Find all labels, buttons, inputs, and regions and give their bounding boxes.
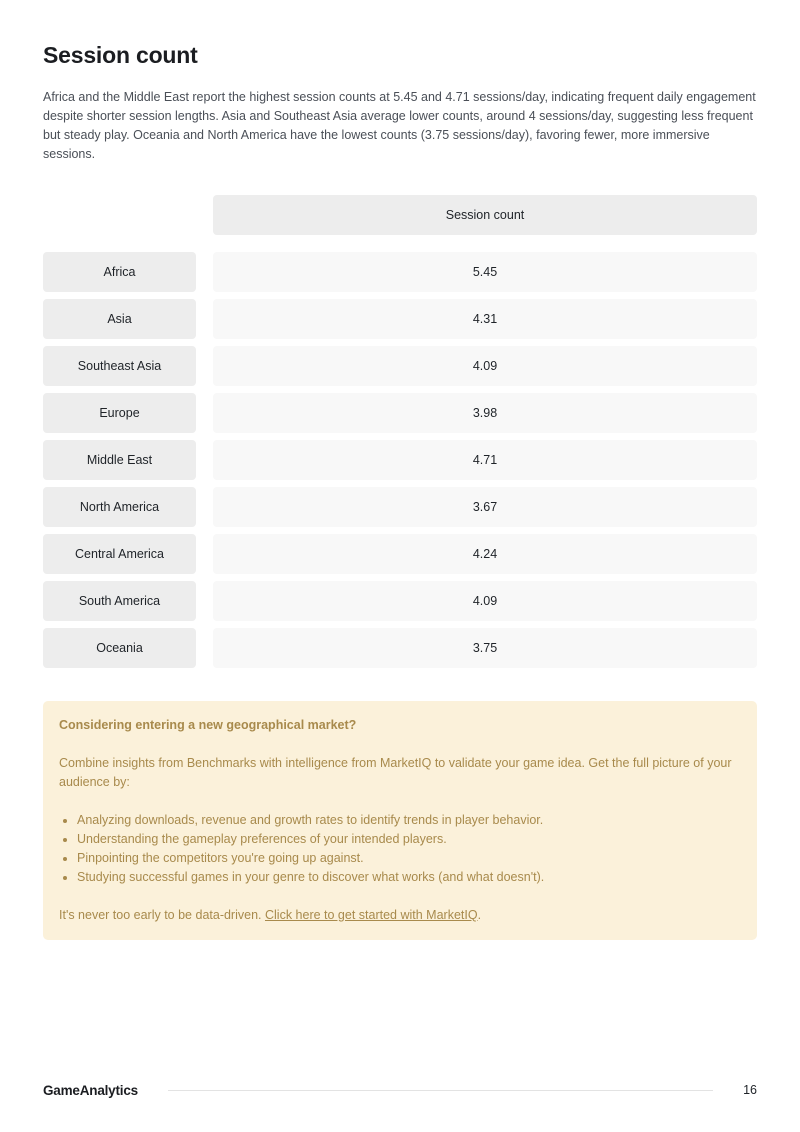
session-count-value: 3.75	[213, 628, 757, 668]
intro-paragraph: Africa and the Middle East report the highest session counts at 5.45 and 4.71 sessions/day, indicating frequent daily engagement despite shorter session lengths. Asia and Southeast Asia average lower counts, around 4 sessions/day, suggesting less frequent but steady play. Oceania and North America have the lowest counts (3.75 sessions/day), favoring fewer, more immersive sessions.	[43, 90, 756, 161]
session-count-value: 4.71	[213, 440, 757, 480]
table-row	[43, 534, 757, 574]
footer-divider	[168, 1090, 713, 1091]
region-label: South America	[43, 581, 196, 621]
table-row	[43, 346, 757, 386]
page-footer	[43, 1080, 757, 1100]
list-item: • Understanding the gameplay preferences of your intended players.	[77, 830, 741, 849]
table-row	[43, 628, 757, 668]
session-count-value: 3.67	[213, 487, 757, 527]
table-row	[43, 440, 757, 480]
region-label: Central America	[43, 534, 196, 574]
callout-heading: Considering entering a new geographical market?	[59, 718, 357, 732]
marketiq-link[interactable]: Click here to get started with MarketIQ	[264, 908, 478, 922]
region-label: North America	[43, 487, 196, 527]
callout-footer	[59, 906, 741, 925]
session-count-value: 4.09	[213, 346, 757, 386]
session-count-table	[43, 195, 757, 675]
region-label: Asia	[43, 299, 196, 339]
callout-bullet-list	[59, 811, 741, 887]
list-item: • Pinpointing the competitors you're going up against.	[77, 849, 741, 868]
session-count-value: 4.24	[213, 534, 757, 574]
table-row	[43, 393, 757, 433]
region-label: Europe	[43, 393, 196, 433]
session-count-value: 3.98	[213, 393, 757, 433]
page-title: Session count	[43, 42, 198, 68]
callout-body: Combine insights from Benchmarks with intelligence from MarketIQ to validate your game idea. Get the full picture of your audience by:	[59, 756, 732, 789]
session-count-value: 5.45	[213, 252, 757, 292]
region-label: Africa	[43, 252, 196, 292]
table-row	[43, 581, 757, 621]
table-row	[43, 299, 757, 339]
table-row	[43, 487, 757, 527]
region-label: Oceania	[43, 628, 196, 668]
gameanalytics-logo: GameAnalytics	[43, 1082, 138, 1098]
callout-footer-suffix: .	[477, 908, 482, 922]
region-label: Southeast Asia	[43, 346, 196, 386]
session-count-value: 4.09	[213, 581, 757, 621]
session-count-value: 4.31	[213, 299, 757, 339]
table-rows	[43, 252, 757, 668]
callout-footer-prefix: It's never too early to be data-driven.	[59, 908, 265, 922]
list-item: • Studying successful games in your genre to discover what works (and what doesn't).	[77, 868, 741, 887]
list-item: • Analyzing downloads, revenue and growth rates to identify trends in player behavior.	[77, 811, 741, 830]
page-number: 16	[743, 1083, 757, 1097]
column-header: Session count	[213, 195, 757, 235]
region-label: Middle East	[43, 440, 196, 480]
marketiq-callout	[43, 701, 757, 940]
table-row	[43, 252, 757, 292]
